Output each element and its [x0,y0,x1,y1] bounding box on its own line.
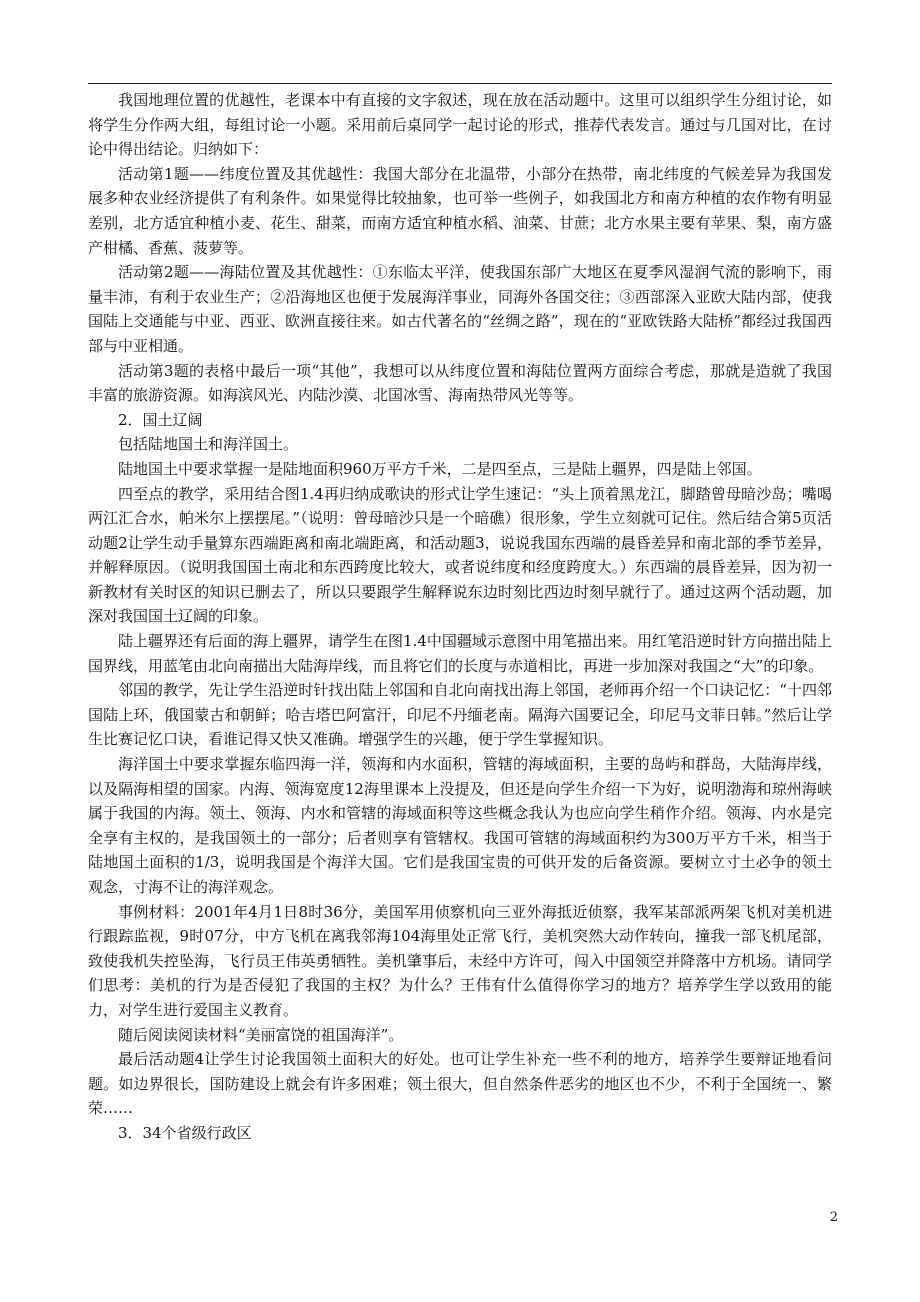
section-heading: 3．34个省级行政区 [118,1123,252,1142]
paragraph: 活动第2题——海陆位置及其优越性：①东临太平洋，使我国东部广大地区在夏季风湿润气流的影响下，雨量丰沛，有利于农业生产；②沿海地区也便于发展海洋事业，同海外各国交往；③西部深入亚欧大陆内部，使我国陆上交通能与中亚、西亚、欧洲直接往来。如古代著名的“丝绸之路”，现在的“亚欧铁路大陆桥”都经过我国西部与中亚相通。 [88,263,832,355]
paragraph: 包括陆地国土和海洋国土。 [118,435,299,454]
paragraph: 陆地国土中要求掌握一是陆地面积960万平方千米，二是四至点，三是陆上疆界，四是陆上邻国。 [118,459,762,478]
paragraph: 海洋国土中要求掌握东临四海一洋，领海和内水面积，管辖的海域面积，主要的岛屿和群岛，大陆海岸线，以及隔海相望的国家。内海、领海宽度12海里课本上没提及，但还是向学生介绍一下为好，说明渤海和琼州海峡属于我国的内海。领土、领海、内水和管辖的海域面积等这些概念我认为也应向学生稍作介绍。领海、内水是完全享有主权的，是我国领土的一部分；后者则享有管辖权。我国可管辖的海域面积约为300万平方千米，相当于陆地国土面积的1/3，说明我国是个海洋大国。它们是我国宝贵的可供开发的后备资源。要树立寸土必争的领土观念，寸海不让的海洋观念。 [88,755,832,896]
paragraph: 邻国的教学，先让学生沿逆时针找出陆上邻国和自北向南找出海上邻国，老师再介绍一个口诀记忆：“十四邻国陆上环，俄国蒙古和朝鲜；哈吉塔巴阿富汗，印尼不丹缅老南。隔海六国要记全，印尼马文菲日韩。”然后让学生比赛记忆口诀，看谁记得又快又准确。增强学生的兴趣，便于学生掌握知识。 [88,681,832,749]
paragraph: 陆上疆界还有后面的海上疆界，请学生在图1.4中国疆域示意图中用笔描出来。用红笔沿逆时针方向描出陆上国界线，用蓝笔由北向南描出大陆海岸线，而且将它们的长度与赤道相比，再进一步加深对我国之“大”的印象。 [88,632,832,675]
document-body [88,88,832,1146]
paragraph: 我国地理位置的优越性，老课本中有直接的文字叙述，现在放在活动题中。这里可以组织学生分组讨论，如将学生分作两大组，每组讨论一小题。采用前后桌同学一起讨论的形式，推荐代表发言。通过与几国对比，在讨论中得出结论。归纳如下： [88,91,832,159]
section-heading: 2．国土辽阔 [118,410,203,429]
header-rule [88,83,832,84]
paragraph: 活动第1题——纬度位置及其优越性：我国大部分在北温带，小部分在热带，南北纬度的气候差异为我国发展多种农业经济提供了有利条件。如果觉得比较抽象，也可举一些例子，如我国北方和南方种植的农作物有明显差别，北方适宜种植小麦、花生、甜菜，而南方适宜种植水稻、油菜、甘蔗；北方水果主要有苹果、梨，南方盛产柑橘、香蕉、菠萝等。 [88,164,832,257]
paragraph: 最后活动题4让学生讨论我国领土面积大的好处。也可让学生补充一些不利的地方，培养学生要辩证地看问题。如边界很长，国防建设上就会有许多困难；领土很大，但自然条件恶劣的地区也不少，不利于全国统一、繁荣…… [88,1050,832,1118]
page-number: 2 [829,1210,838,1225]
paragraph: 四至点的教学，采用结合图1.4再归纳成歌诀的形式让学生速记：“头上顶着黑龙江，脚踏曾母暗沙岛；嘴喝两江汇合水，帕米尔上摆摆尾。”（说明：曾母暗沙只是一个暗礁）很形象，学生立刻就可记住。然后结合第5页活动题2让学生动手量算东西端距离和南北端距离，和活动题3，说说我国东西端的晨昏差异和南北部的季节差异，并解释原因。（说明我国国土南北和东西跨度比较大，或者说纬度和经度跨度大。）东西端的晨昏差异，因为初一新教材有关时区的知识已删去了，所以只要跟学生解释说东边时刻比西边时刻早就行了。通过这两个活动题，加深对我国国土辽阔的印象。 [88,484,832,626]
paragraph: 事例材料：2001年4月1日8时36分，美国军用侦察机向三亚外海抵近侦察，我军某部派两架飞机对美机进行跟踪监视，9时07分，中方飞机在离我邻海104海里处正常飞行，美机突然大动作转向，撞我一部飞机尾部，致使我机失控坠海，飞行员王伟英勇牺牲。美机肇事后，未经中方许可，闯入中国领空并降落中方机场。请同学们思考：美机的行为是否侵犯了我国的主权？为什么？王伟有什么值得你学习的地方？培养学生学以致用的能力，对学生进行爱国主义教育。 [88,902,832,1019]
paragraph: 活动第3题的表格中最后一项“其他”，我想可以从纬度位置和海陆位置两方面综合考虑，那就是造就了我国丰富的旅游资源。如海滨风光、内陆沙漠、北国冰雪、海南热带风光等等。 [88,361,832,405]
paragraph: 随后阅读阅读材料“美丽富饶的祖国海洋”。 [118,1025,404,1044]
